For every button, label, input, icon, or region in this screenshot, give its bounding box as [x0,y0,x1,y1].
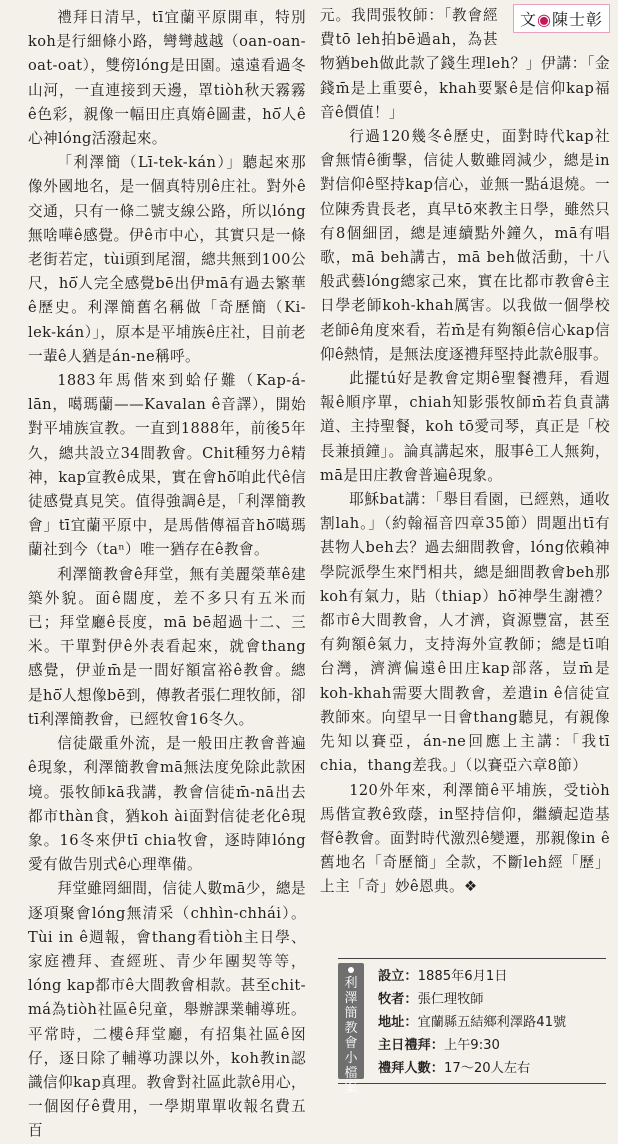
info-row-established: 設立：1885年6月1日 [378,969,508,984]
paragraph: 1883年馬偕來到蛤仔難（Kap-á-lān，噶瑪蘭——Kavalan ê音譯），開始對平埔族宣教。一直到1888年，前後5年久，總共設立34間教會。Chit種努力ê精神，kap宣教ê成果，實在會hō͘咱此代ê信徒感覺真見笑。值得強調ê是，「利澤簡教會」tī宜蘭平原中，是馬偕傳福音hō͘噶瑪蘭社到今（taⁿ）唯一猶存在ê教會。 [28,372,306,559]
end-mark-icon: ❖ [463,878,478,896]
bullet-dot-icon [348,967,354,973]
paragraph: 拜堂雖罔細間，信徒人數mā少，總是逐項聚會lóng無清采（chhìn-chhái）。Tùi in ê週報，會thang看tiòh主日學、家庭禮拜、查經班、青少年團契等等，lóng kap都市ê大間教會相款。甚至chit-má為tiòh社區ê兒童，舉辦課業輔導班。平常時，二樓ê拜堂廳，有招集社區ê囡仔，逐日除了輔導功課以外，koh教in認識信仰kap真理。教會對社區此款ê用心，一個囡仔ê費用，一學期單單收報名費五百 [28,880,306,1140]
tag-char: 簡 [344,1006,358,1021]
info-row-address: 地址：宜蘭縣五結鄉利澤路41號 [378,1015,567,1030]
info-row-pastor: 牧者：張仁理牧師 [378,992,484,1007]
info-box [338,958,606,1096]
tag-char: 澤 [344,991,358,1006]
info-row-attendance: 禮拜人數：17～20人左右 [378,1061,531,1076]
byline-author: 陳士彰 [551,10,603,29]
paragraph-last [320,779,610,900]
info-box-body [378,965,604,1080]
paragraph: 禮拜日清早，tī宜蘭平原開車，特別koh是行細條小路，彎彎越越（oan-oan-oat-oat），雙傍lóng是田園。遠遠看過冬山河，一直連接到天邊，罩tiòh秋天霧霧ê色彩，親像一幅田庄真媠ê圖畫，hō͘人ê心神lóng活潑起來。 [28,9,306,148]
tag-char: 會 [344,1036,358,1051]
byline-spacer [498,4,610,48]
tag-char: 利 [344,976,358,991]
paragraph: 耶穌bat講：「舉目看園，已經熟，通收割lah。」（約翰福音四章35節）問題出tī有甚物人beh去？過去細間教會，lóng依賴神學院派學生來鬥相共，總是細間教會beh那koh有氣力，貼（thiap）hō͘神學生謝禮？都市ê大間教會，人才濟，資源豐富，甚至有夠額ê氣力，支持海外宣教師；總是tī咱台灣，濟濟偏遠ê田庄kap部落，豈m̄是koh-khah需要大間教會，差遣in ê信徒宣教師來。向望早一日會thang聽見，有親像先知以賽亞，án-ne回應上主講：「我tī chia，thang差我。」（以賽亞六章8節） [320,491,610,775]
article-column-left [28,6,306,1140]
tag-char: 案 [344,1081,358,1096]
paragraph: 信徒嚴重外流，是一般田庄教會普遍ê現象，利澤簡教會mā無法度免除此款困境。張牧師kā我講，教會信徒m̄-nā出去都市thàn食，猶koh ài面對信徒老化ê現象。16冬來伊tī chia牧會，逐時陣lóng愛有做告別式ê心理準備。 [28,735,306,874]
paragraph-text: 120外年來，利澤簡ê平埔族，受tiòh馬偕宣教ê致蔭，in堅持信仰，繼續起造基督ê教會。面對時代激烈ê變遷，那親像in ê舊地名「奇歷簡」全款，不斷leh經「歷」上主「奇」妙ê恩典。 [320,781,610,896]
tag-char: 小 [344,1051,358,1066]
paragraph: 「利澤簡（Lī-tek-kán）」聽起來那像外國地名，是一個真特別ê庄社。對外ê交通，只有一條二號支線公路，所以lóng無啥嘩ê感覺。伊ê市中心，其實只是一條老街若定，tùi頭到尾溜，總共無到100公尺，hō͘人完全感覺bē出伊mā有過去繁華ê歷史。利澤簡舊名稱做「奇歷簡（Ki-lek-kán）」，原本是平埔族ê庄社，目前老一輩ê人猶是án-ne稱呼。 [28,154,306,365]
info-box-tag [338,963,364,1096]
paragraph: 行過120幾冬ê歷史，面對時代kap社會無情ê衝擊，信徒人數雖罔減少，總是in對信仰ê堅持kap信心，並無一點á退燒。一位陳秀貴長老，真早tō來教主日學，雖然只有8個細囝，總是連續點外鐘久，mā有唱歌，mā beh講古，mā beh做活動，十八般武藝lóng總家己來，實在比都市教會ê主日學老師koh-khah厲害。以我做一個學校老師ê角度來看，若m̄是有夠額ê信心kap信仰ê熱情，是無法度逐禮拜堅持此款ê服事。 [320,128,610,363]
tag-char: 檔 [344,1066,358,1081]
byline-prefix: 文 [520,10,538,29]
article-column-right [320,4,610,1074]
paragraph: 此擺tú好是教會定期ê聖餐禮拜，看週報ê順序單，chiah知影張牧師m̄若負責講道、主持聖餐，koh tō愛司琴，真正是「校長兼摃鐘」。論真講起來，服事ê工人無夠，mā是田庄教會普遍ê現象。 [320,370,610,484]
paragraph: 元。我問張牧師：「教會經費tō leh拍bē過ah，為甚物猶beh做此款了錢生理leh？」伊講：「金錢m̄是上重要ê，khah要緊ê是信仰kap福音ê價值！」 [320,7,610,121]
byline-mark-icon: ◉ [537,10,552,29]
tag-char: 教 [344,1021,358,1036]
paragraph: 利澤簡教會ê拜堂，無有美麗榮華ê建築外貌。面ê闊度，差不多只有五米而已；拜堂廳ê長度，mā bē超過十二、三米。干單對伊ê外表看起來，就會thang感覺，伊並m̄是一間好額富裕ê教會。總是hō͘人想像bē到，傳教者張仁理牧師，卻tī利澤簡教會，已經牧會16冬久。 [28,565,306,728]
info-row-service-time: 主日禮拜：上午9:30 [378,1038,500,1053]
